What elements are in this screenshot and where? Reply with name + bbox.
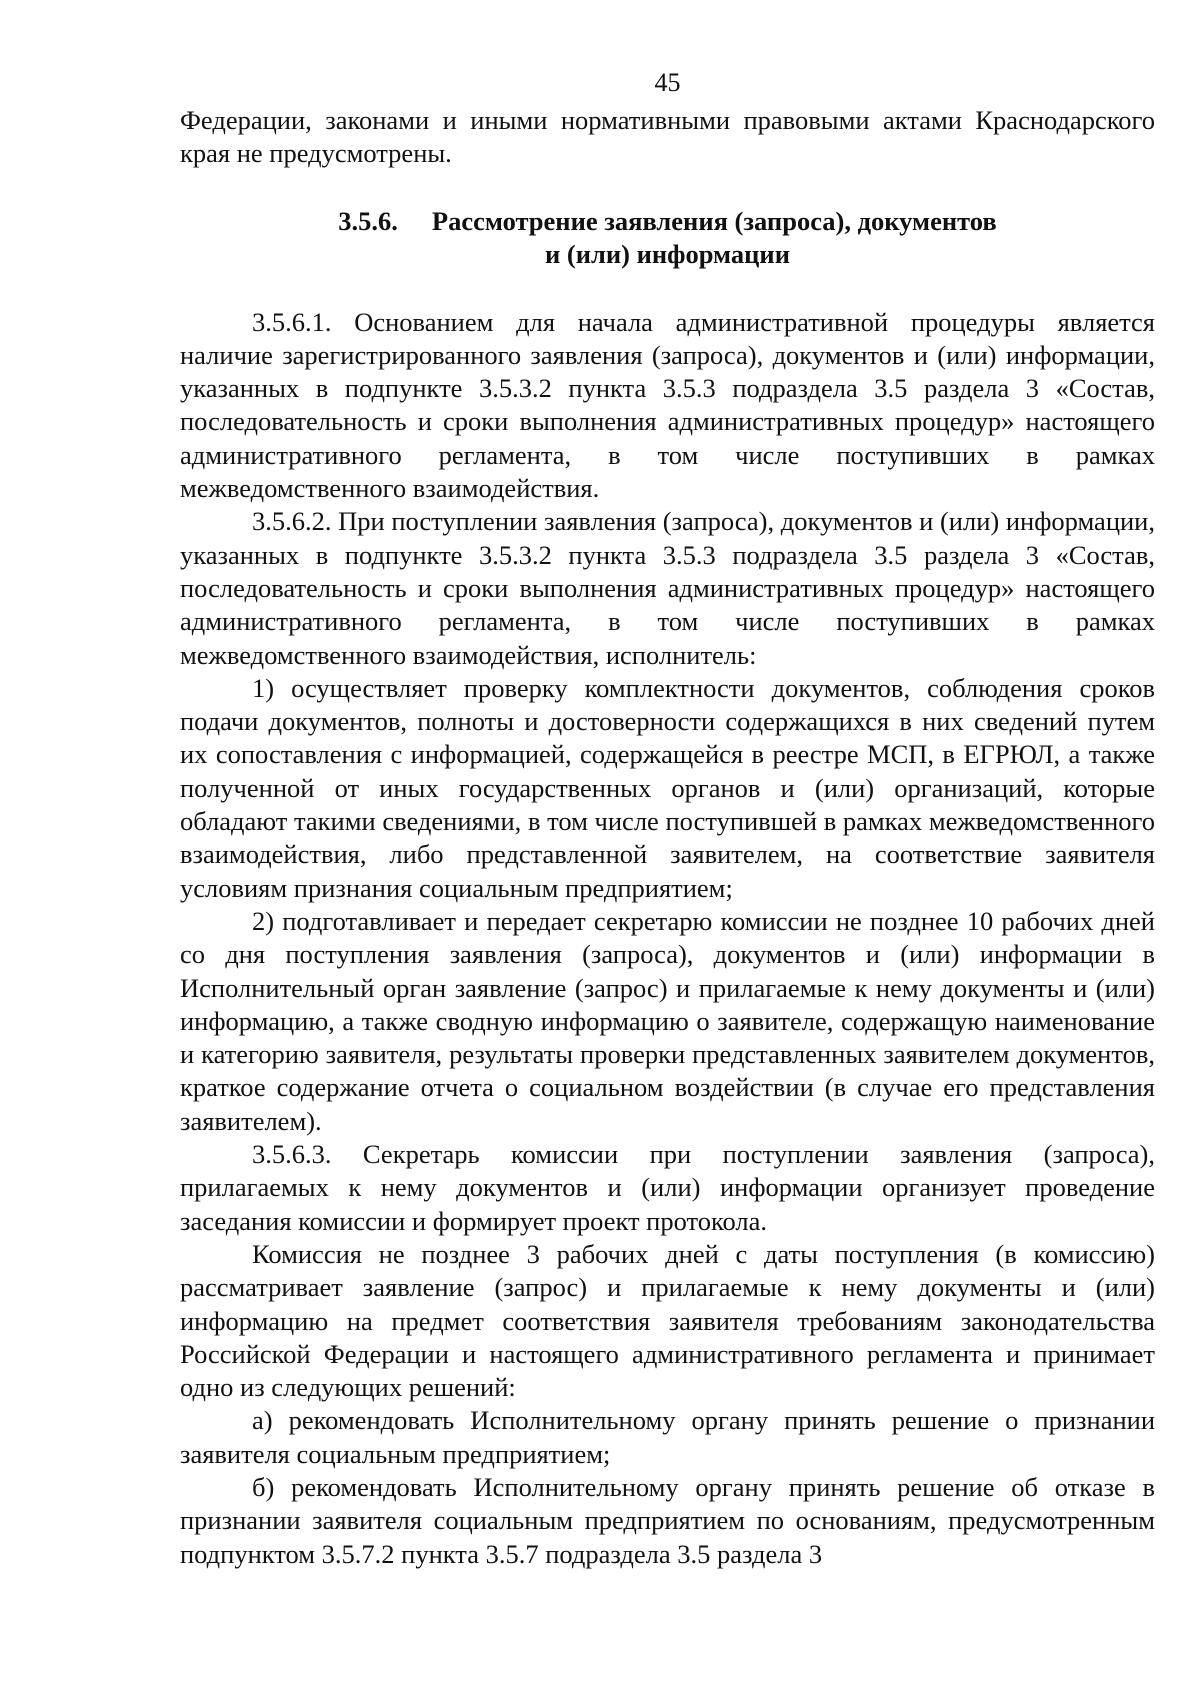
- list-item-a: а) рекомендовать Исполнительному органу принять решение о признании заявителя социальным предприятием;: [180, 1405, 1155, 1469]
- section-number: 3.5.6.: [338, 205, 398, 236]
- section-title-line1: Рассмотрение заявления (запроса), документов: [431, 205, 997, 236]
- list-item-2: 2) подготавливает и передает секретарю комиссии не позднее 10 рабочих дней со дня поступления заявления (запроса), документов и (или) информации в Исполнительный орган заявление (запрос) и прилагаемые к нему документы и (или) информацию, а также сводную информацию о заявителе, содержащую наименование и категорию заявителя, результаты проверки представленных заявителем документов, краткое содержание отчета о социальном воздействии (в случае его представления заявителем).: [180, 905, 1155, 1136]
- paragraph-3-5-6-3: 3.5.6.3. Секретарь комиссии при поступлении заявления (запроса), прилагаемых к нему документов и (или) информации организует проведение заседания комиссии и формирует проект протокола.: [180, 1139, 1155, 1236]
- list-item-1: 1) осуществляет проверку комплектности документов, соблюдения сроков подачи документов, полноты и достоверности содержащихся в них сведений путем их сопоставления с информацией, содержащейся в реестре МСП, в ЕГРЮЛ, а также полученной от иных государственных органов и (или) организаций, которые обладают такими сведениями, в том числе поступившей в рамках межведомственного взаимодействия, либо представленной заявителем, на соответствие заявителя условиям признания социальным предприятием;: [180, 672, 1155, 903]
- paragraph-3-5-6-2: 3.5.6.2. При поступлении заявления (запроса), документов и (или) информации, указанных в подпункте 3.5.3.2 пункта 3.5.3 подраздела 3.5 раздела 3 «Состав, последовательность и сроки выполнения административных процедур» настоящего административного регламента, в том числе поступивших в рамках межведомственного взаимодействия, исполнитель:: [180, 506, 1155, 670]
- paragraph-commission: Комиссия не позднее 3 рабочих дней с даты поступления (в комиссию) рассматривает заявление (запрос) и прилагаемые к нему документы и (или) информацию на предмет соответствия заявителя требованиям законодательства Российской Федерации и настоящего административного регламента и принимает одно из следующих решений:: [180, 1238, 1155, 1403]
- section-title-line2: и (или) информации: [545, 239, 790, 270]
- paragraph-3-5-6-1: 3.5.6.1. Основанием для начала административной процедуры является наличие зарегистрированного заявления (запроса), документов и (или) информации, указанных в подпункте 3.5.3.2 пункта 3.5.3 подраздела 3.5 раздела 3 «Состав, последовательность и сроки выполнения административных процедур» настоящего административного регламента, в том числе поступивших в рамках межведомственного взаимодействия.: [180, 306, 1155, 504]
- page-number: 45: [654, 68, 681, 97]
- section-heading-line1: [180, 205, 1155, 239]
- list-item-b: б) рекомендовать Исполнительному органу принять решение об отказе в признании заявителя социальным предприятием по основаниям, предусмотренным подпунктом 3.5.7.2 пункта 3.5.7 подраздела 3.5 раздела 3: [180, 1471, 1155, 1569]
- document-page: [180, 66, 1155, 1571]
- paragraph-continuation: Федерации, законами и иными нормативными правовыми актами Краснодарского края не предусмотрены.: [180, 105, 1155, 169]
- section-heading: [180, 205, 1155, 272]
